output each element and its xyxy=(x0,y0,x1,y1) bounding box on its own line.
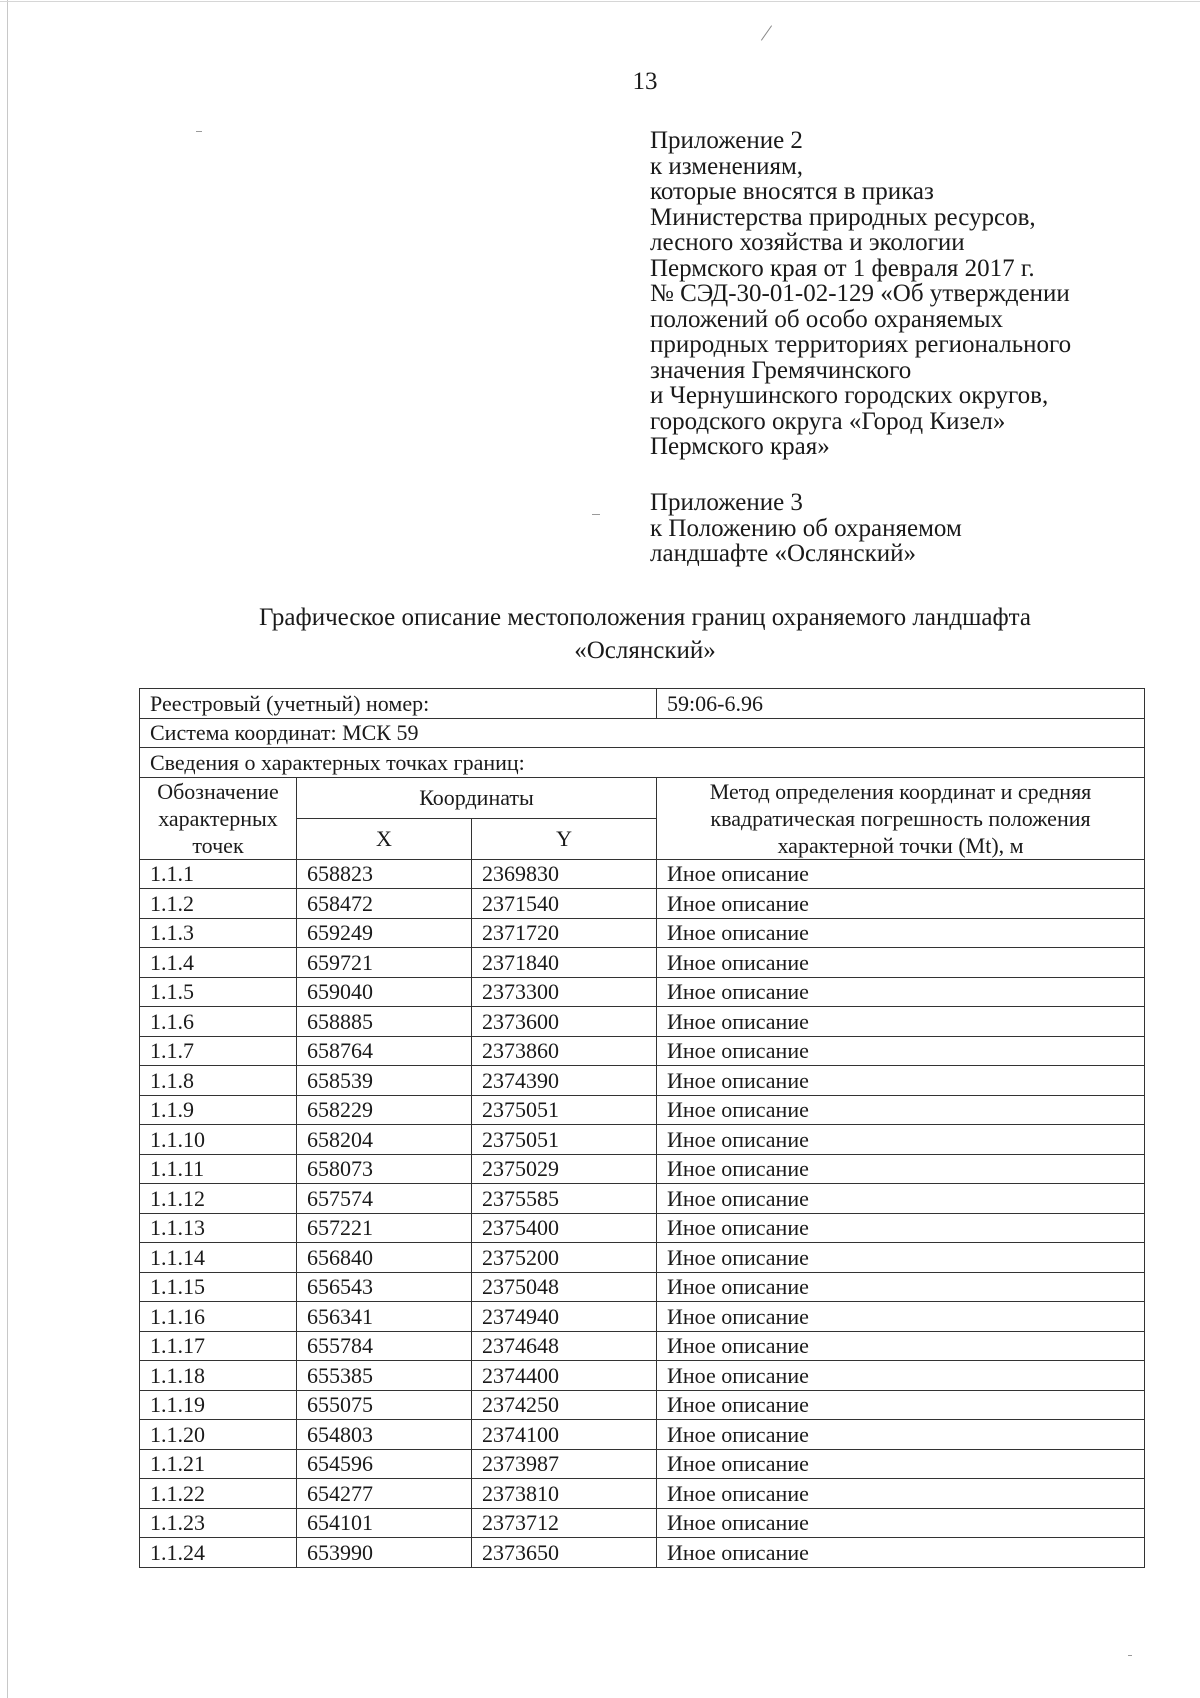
cell-y: 2373650 xyxy=(472,1538,657,1568)
points-caption: Сведения о характерных точках границ: xyxy=(140,748,1145,778)
title-line-1: Графическое описание местоположения границ охраняемого ландшафта xyxy=(259,604,1031,631)
cell-x: 656543 xyxy=(297,1272,472,1302)
cell-method: Иное описание xyxy=(657,1508,1145,1538)
cell-y: 2371540 xyxy=(472,889,657,919)
table-row xyxy=(140,859,1145,889)
header-row xyxy=(140,777,1145,818)
cell-point: 1.1.13 xyxy=(140,1213,297,1243)
cell-y: 2373300 xyxy=(472,977,657,1007)
scan-edge xyxy=(7,0,8,1698)
table-row xyxy=(140,1331,1145,1361)
cell-point: 1.1.22 xyxy=(140,1479,297,1509)
cell-y: 2373712 xyxy=(472,1508,657,1538)
cell-x: 656341 xyxy=(297,1302,472,1332)
cell-method: Иное описание xyxy=(657,1272,1145,1302)
cell-y: 2373987 xyxy=(472,1449,657,1479)
cell-y: 2375029 xyxy=(472,1154,657,1184)
cell-x: 658229 xyxy=(297,1095,472,1125)
cell-y: 2374390 xyxy=(472,1066,657,1096)
cell-x: 657574 xyxy=(297,1184,472,1214)
cell-x: 658823 xyxy=(297,859,472,889)
cell-x: 655784 xyxy=(297,1331,472,1361)
cell-point: 1.1.12 xyxy=(140,1184,297,1214)
cell-y: 2375400 xyxy=(472,1213,657,1243)
cell-method: Иное описание xyxy=(657,889,1145,919)
cell-method: Иное описание xyxy=(657,1154,1145,1184)
pen-mark xyxy=(761,25,772,40)
table-row xyxy=(140,1420,1145,1450)
table-row xyxy=(140,1302,1145,1332)
table-row xyxy=(140,1361,1145,1391)
points-caption-row xyxy=(140,748,1145,778)
document-title xyxy=(150,601,1140,667)
table-row xyxy=(140,977,1145,1007)
cell-method: Иное описание xyxy=(657,918,1145,948)
cell-point: 1.1.7 xyxy=(140,1036,297,1066)
table-row xyxy=(140,1066,1145,1096)
cell-x: 658073 xyxy=(297,1154,472,1184)
cell-point: 1.1.1 xyxy=(140,859,297,889)
cell-method: Иное описание xyxy=(657,1449,1145,1479)
cell-method: Иное описание xyxy=(657,1243,1145,1273)
coord-system: Система координат: МСК 59 xyxy=(140,718,1145,748)
cell-point: 1.1.15 xyxy=(140,1272,297,1302)
cell-x: 659040 xyxy=(297,977,472,1007)
table-row xyxy=(140,1390,1145,1420)
cell-x: 653990 xyxy=(297,1538,472,1568)
cell-x: 656840 xyxy=(297,1243,472,1273)
cell-x: 659249 xyxy=(297,918,472,948)
cell-point: 1.1.11 xyxy=(140,1154,297,1184)
table-row xyxy=(140,1184,1145,1214)
cell-y: 2374250 xyxy=(472,1390,657,1420)
table-row xyxy=(140,1508,1145,1538)
table-row xyxy=(140,1007,1145,1037)
cell-y: 2374940 xyxy=(472,1302,657,1332)
cell-method: Иное описание xyxy=(657,1007,1145,1037)
cell-point: 1.1.16 xyxy=(140,1302,297,1332)
cell-point: 1.1.8 xyxy=(140,1066,297,1096)
annex-2-header: Приложение 2 к изменениям, которые вносятся в приказ Министерства природных ресурсов, лесного хозяйства и экологии Пермского края от 1 февраля 2017 г. № СЭД-30-01-02-129 «Об утверждении положений об особо охраняемых природных территориях регионального значения Гремячинского и Чернушинского городских округов, городского округа «Город Кизел» Пермского края» xyxy=(650,127,1072,460)
cell-y: 2375048 xyxy=(472,1272,657,1302)
cell-point: 1.1.21 xyxy=(140,1449,297,1479)
cell-method: Иное описание xyxy=(657,1390,1145,1420)
registry-value: 59:06-6.96 xyxy=(657,689,1145,719)
cell-method: Иное описание xyxy=(657,859,1145,889)
method-header: Метод определения координат и средняя квадратическая погрешность положения характерной точки (Mt), м xyxy=(657,777,1145,859)
cell-method: Иное описание xyxy=(657,1479,1145,1509)
table-row xyxy=(140,1213,1145,1243)
cell-method: Иное описание xyxy=(657,1420,1145,1450)
cell-x: 658885 xyxy=(297,1007,472,1037)
cell-point: 1.1.20 xyxy=(140,1420,297,1450)
table-row xyxy=(140,1125,1145,1155)
table-row xyxy=(140,1538,1145,1568)
y-header: Y xyxy=(472,818,657,859)
cell-y: 2373810 xyxy=(472,1479,657,1509)
cell-method: Иное описание xyxy=(657,1066,1145,1096)
cell-y: 2375585 xyxy=(472,1184,657,1214)
table-row xyxy=(140,1243,1145,1273)
cell-x: 655075 xyxy=(297,1390,472,1420)
cell-point: 1.1.10 xyxy=(140,1125,297,1155)
cell-y: 2373600 xyxy=(472,1007,657,1037)
page-number: 13 xyxy=(632,68,658,95)
cell-y: 2375200 xyxy=(472,1243,657,1273)
title-line-2: «Ослянский» xyxy=(574,637,716,664)
cell-y: 2371720 xyxy=(472,918,657,948)
cell-method: Иное описание xyxy=(657,1125,1145,1155)
cell-x: 658472 xyxy=(297,889,472,919)
cell-x: 657221 xyxy=(297,1213,472,1243)
cell-point: 1.1.3 xyxy=(140,918,297,948)
table-row xyxy=(140,948,1145,978)
cell-point: 1.1.17 xyxy=(140,1331,297,1361)
cell-y: 2374648 xyxy=(472,1331,657,1361)
cell-point: 1.1.19 xyxy=(140,1390,297,1420)
scan-edge-top xyxy=(0,1,1200,2)
cell-x: 659721 xyxy=(297,948,472,978)
cell-point: 1.1.24 xyxy=(140,1538,297,1568)
cell-method: Иное описание xyxy=(657,1213,1145,1243)
cell-method: Иное описание xyxy=(657,1095,1145,1125)
table-row xyxy=(140,1154,1145,1184)
table-row xyxy=(140,889,1145,919)
cell-y: 2374400 xyxy=(472,1361,657,1391)
cell-method: Иное описание xyxy=(657,1361,1145,1391)
cell-point: 1.1.4 xyxy=(140,948,297,978)
scan-speck xyxy=(592,514,600,515)
cell-y: 2371840 xyxy=(472,948,657,978)
cell-point: 1.1.9 xyxy=(140,1095,297,1125)
cell-y: 2369830 xyxy=(472,859,657,889)
coordinates-table-body xyxy=(140,689,1145,1568)
cell-x: 654596 xyxy=(297,1449,472,1479)
coordinates-table xyxy=(139,688,1145,1568)
cell-x: 654101 xyxy=(297,1508,472,1538)
cell-point: 1.1.2 xyxy=(140,889,297,919)
table-row xyxy=(140,1479,1145,1509)
cell-y: 2375051 xyxy=(472,1095,657,1125)
scan-speck xyxy=(196,131,202,132)
coordinates-header: Координаты xyxy=(297,777,657,818)
cell-method: Иное описание xyxy=(657,948,1145,978)
registry-label: Реестровый (учетный) номер: xyxy=(140,689,657,719)
table-row xyxy=(140,1036,1145,1066)
cell-point: 1.1.5 xyxy=(140,977,297,1007)
point-header: Обозначение характерных точек xyxy=(140,777,297,859)
cell-point: 1.1.14 xyxy=(140,1243,297,1273)
table-row xyxy=(140,1449,1145,1479)
table-row xyxy=(140,1272,1145,1302)
cell-x: 658764 xyxy=(297,1036,472,1066)
cell-y: 2374100 xyxy=(472,1420,657,1450)
registry-row xyxy=(140,689,1145,719)
cell-point: 1.1.6 xyxy=(140,1007,297,1037)
cell-method: Иное описание xyxy=(657,1036,1145,1066)
cell-x: 655385 xyxy=(297,1361,472,1391)
scan-speck xyxy=(1128,1655,1132,1656)
cell-point: 1.1.23 xyxy=(140,1508,297,1538)
table-row xyxy=(140,1095,1145,1125)
cell-method: Иное описание xyxy=(657,1302,1145,1332)
cell-y: 2375051 xyxy=(472,1125,657,1155)
cell-x: 654277 xyxy=(297,1479,472,1509)
cell-y: 2373860 xyxy=(472,1036,657,1066)
cell-method: Иное описание xyxy=(657,1331,1145,1361)
table-row xyxy=(140,918,1145,948)
x-header: X xyxy=(297,818,472,859)
cell-method: Иное описание xyxy=(657,1184,1145,1214)
cell-x: 658204 xyxy=(297,1125,472,1155)
cell-x: 658539 xyxy=(297,1066,472,1096)
annex-3-header: Приложение 3 к Положению об охраняемом ландшафте «Ослянский» xyxy=(650,489,962,567)
cell-x: 654803 xyxy=(297,1420,472,1450)
cell-point: 1.1.18 xyxy=(140,1361,297,1391)
cell-method: Иное описание xyxy=(657,1538,1145,1568)
cell-method: Иное описание xyxy=(657,977,1145,1007)
coord-system-row xyxy=(140,718,1145,748)
